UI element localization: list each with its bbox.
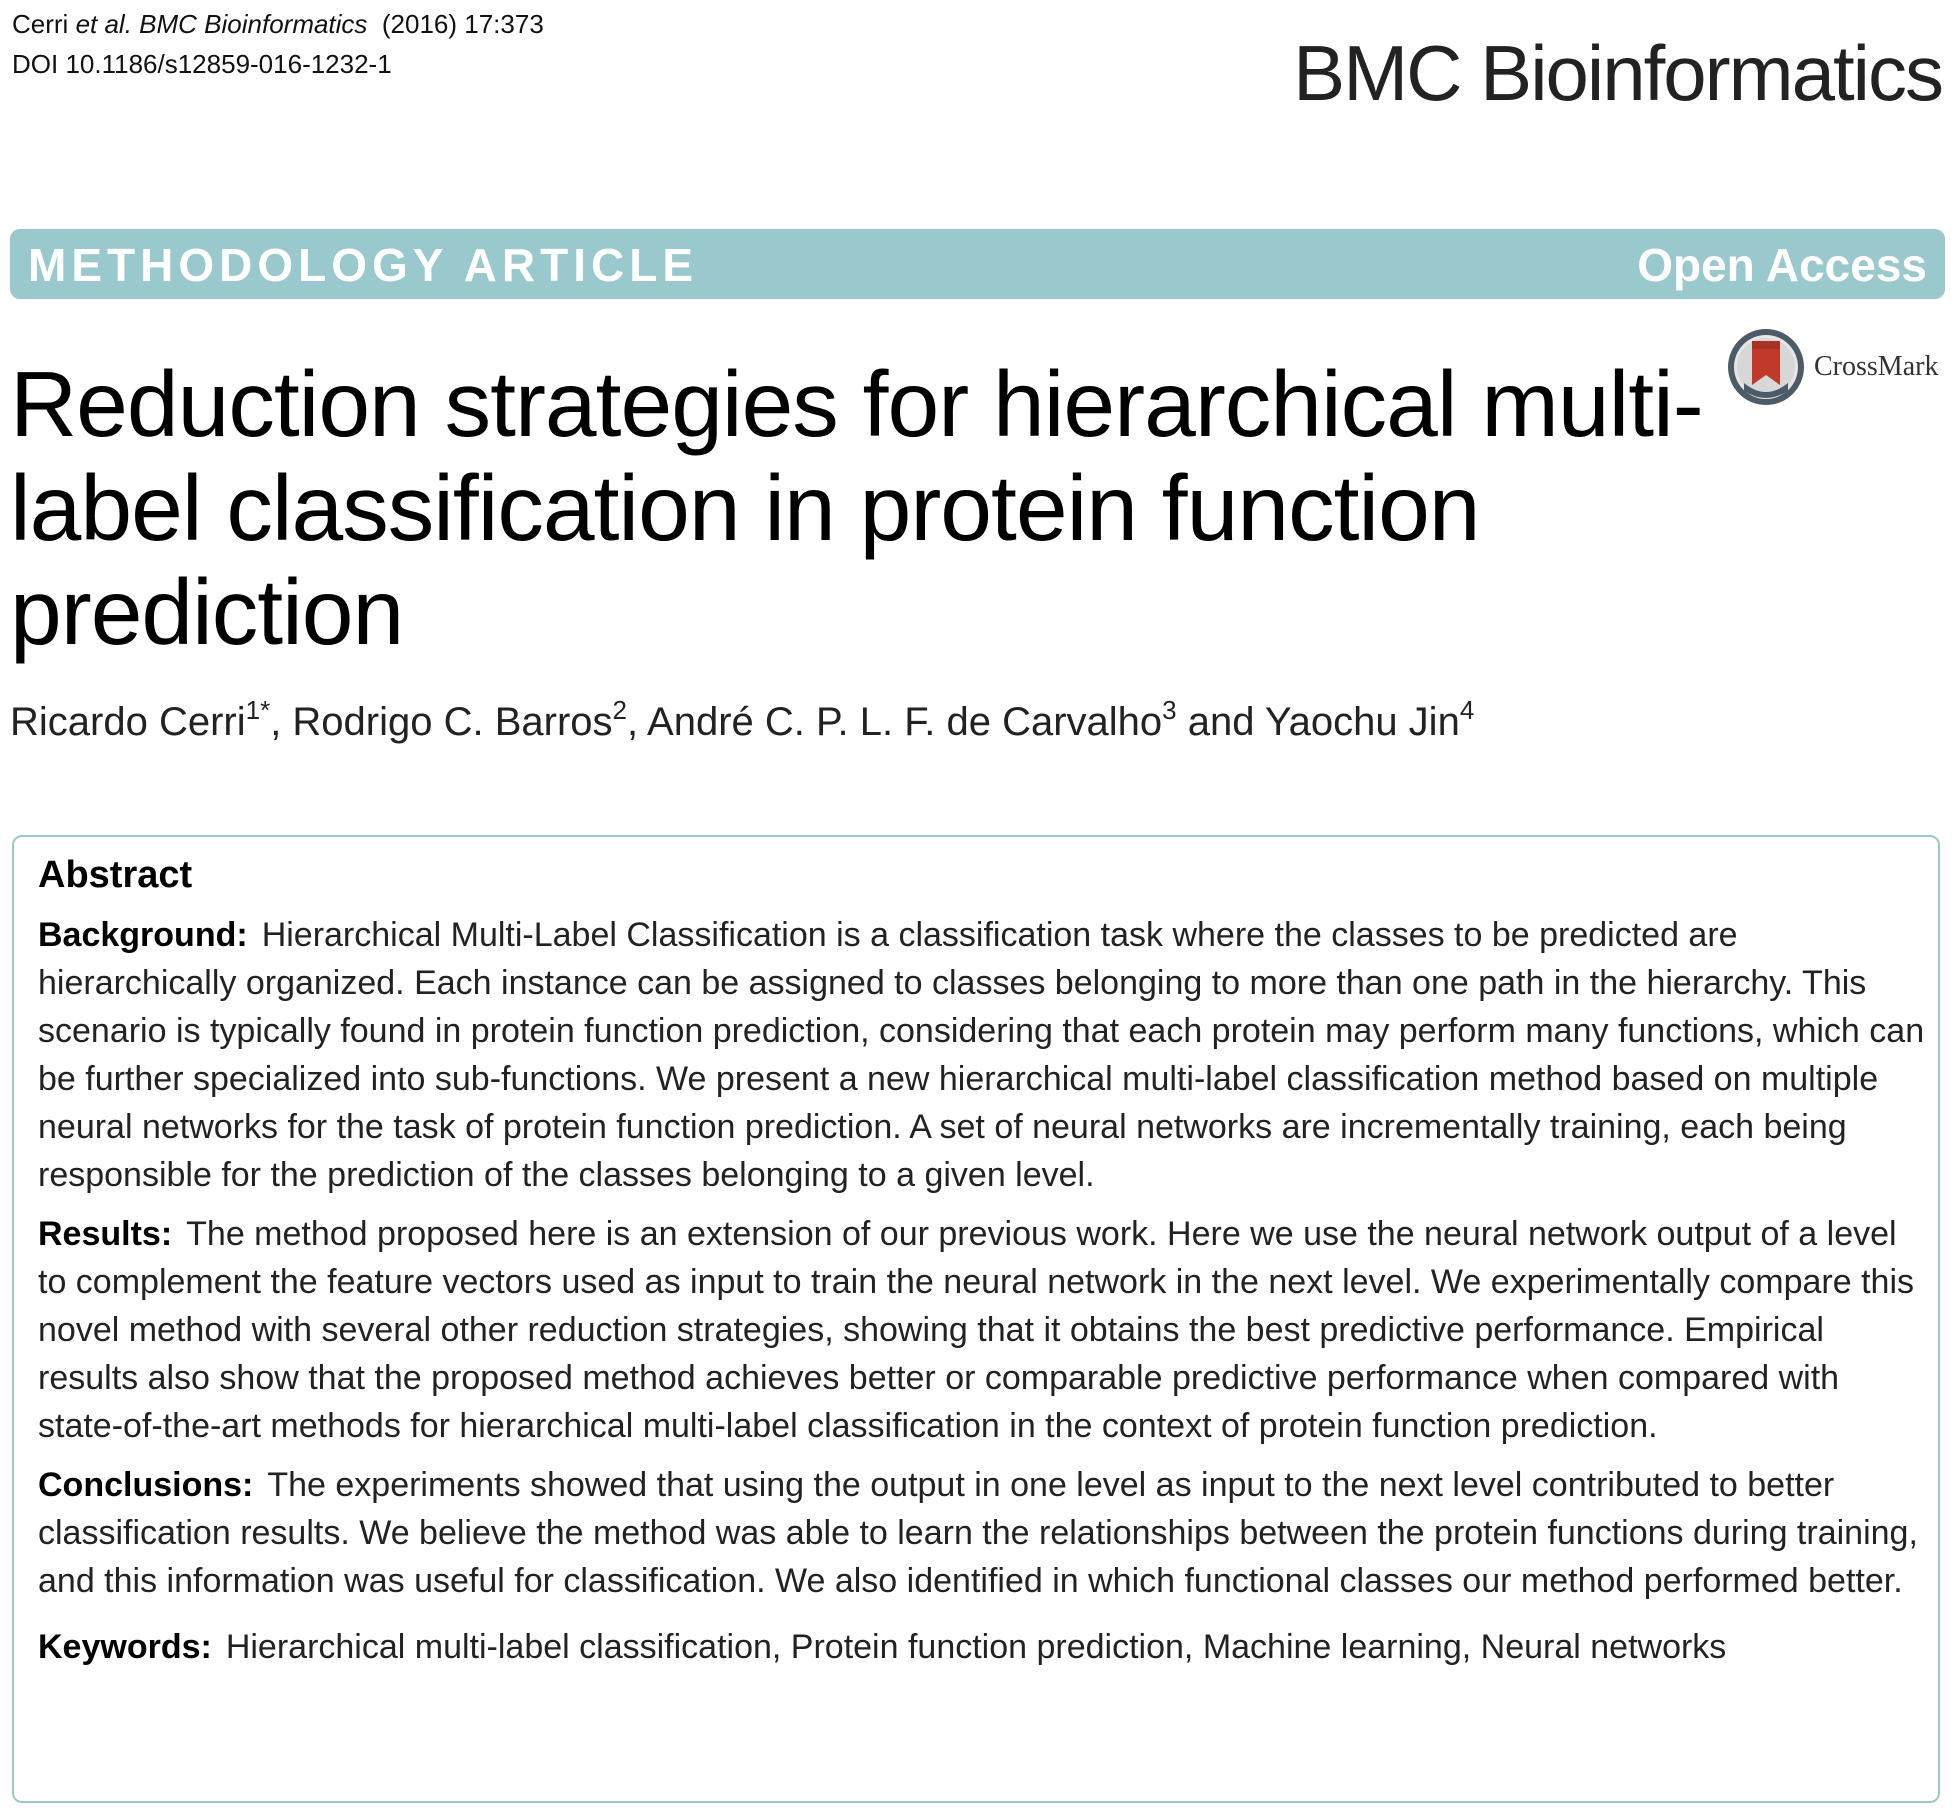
author-affiliation: 4 <box>1459 695 1475 725</box>
abstract-box <box>12 835 1940 1803</box>
conclusions-text: The experiments showed that using the output in one level as input to the next level contributed to better classification results. We believe the method was able to learn the relationships between the protein functions during training, and this information was useful for classification. We also identified in which functional classes our method performed better. <box>38 1466 1918 1600</box>
author-name[interactable]: Rodrigo C. Barros <box>292 700 613 744</box>
author-name[interactable]: Yaochu Jin <box>1264 700 1460 744</box>
author-list <box>10 694 1474 750</box>
article-type: METHODOLOGY ARTICLE <box>28 239 698 291</box>
author-affiliation: 3 <box>1162 695 1177 725</box>
journal-logo[interactable]: BMC Bioinformatics <box>1293 29 1942 117</box>
background-label: Background: <box>38 916 248 954</box>
abstract-heading: Abstract <box>38 854 193 896</box>
author-name[interactable]: Ricardo Cerri <box>10 700 246 744</box>
abstract-content <box>38 851 1928 1682</box>
author-separator: , <box>270 700 293 744</box>
citation-etal: et al. <box>75 9 132 39</box>
author-affiliation: 1* <box>245 695 271 725</box>
crossmark-badge[interactable] <box>1726 327 1952 407</box>
crossmark-label: CrossMark <box>1814 351 1939 382</box>
background-text: Hierarchical Multi-Label Classification is a classification task where the classes to be predicted are hierarchically organized. Each instance can be assigned to classes belonging to more than one path in the hierarchy. This scenario is typically found in protein function prediction, considering that each protein may perform many functions, which can be further specialized into sub-functions. We present a new hierarchical multi-label classification method based on multiple neural networks for the task of protein function prediction. A set of neural networks are incrementally training, each being responsible for the prediction of the classes belonging to a given level. <box>38 916 1925 1194</box>
article-type-banner <box>10 229 1945 299</box>
open-access-label: Open Access <box>1637 239 1927 291</box>
abstract-results <box>38 1210 1928 1450</box>
citation-line <box>12 4 544 44</box>
doi[interactable]: DOI 10.1186/s12859-016-1232-1 <box>12 49 392 79</box>
citation-year: (2016) 17:373 <box>367 9 544 39</box>
citation-block <box>12 4 544 84</box>
abstract-background <box>38 911 1928 1199</box>
results-text: The method proposed here is an extension of our previous work. Here we use the neural network output of a level to complement the feature vectors used as input to train the neural network in the next level. We experimentally compare this novel method with several other reduction strategies, showing that it obtains the best predictive performance. Empirical results also show that the proposed method achieves better or comparable predictive performance when compared with state-of-the-art methods for hierarchical multi-label classification in the context of protein function prediction. <box>38 1215 1915 1445</box>
citation-authors: Cerri <box>12 9 76 39</box>
abstract-keywords <box>38 1623 1928 1671</box>
keywords-text: Hierarchical multi-label classification, Protein function prediction, Machine learning, Neural networks <box>225 1628 1727 1666</box>
author-separator: , <box>627 700 648 744</box>
results-label: Results: <box>38 1215 173 1253</box>
keywords-label: Keywords: <box>38 1628 212 1666</box>
author-separator: and <box>1176 700 1265 744</box>
author-name[interactable]: André C. P. L. F. de Carvalho <box>647 700 1163 744</box>
abstract-conclusions <box>38 1461 1928 1605</box>
paper-title: Reduction strategies for hierarchical multi-label classification in protein function prediction <box>10 352 1703 664</box>
conclusions-label: Conclusions: <box>38 1466 254 1504</box>
citation-journal: BMC Bioinformatics <box>131 9 368 39</box>
author-affiliation: 2 <box>612 695 628 725</box>
